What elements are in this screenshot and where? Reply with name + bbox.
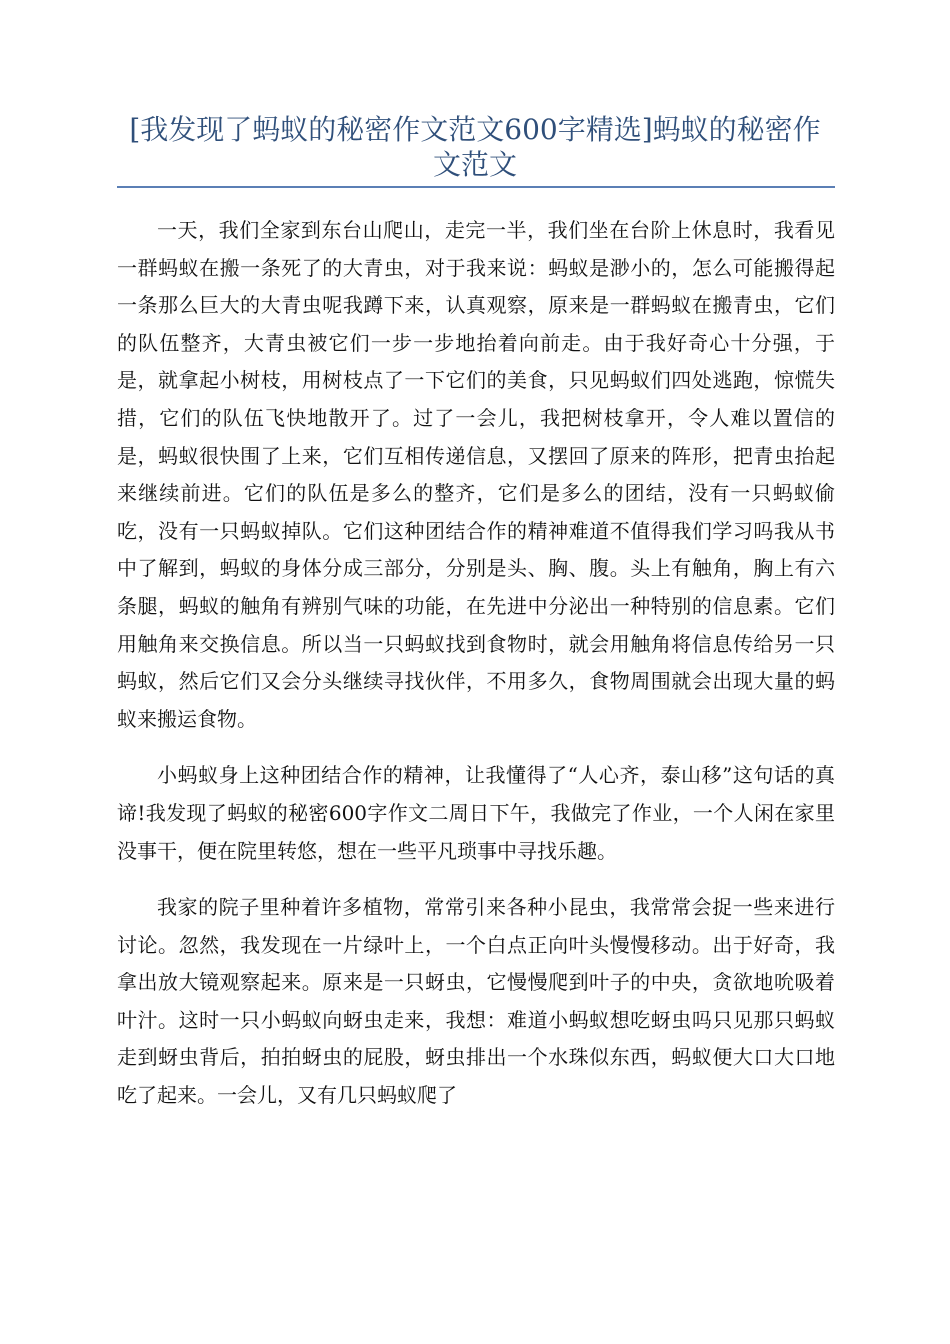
title-underline <box>117 186 835 188</box>
paragraph-3: 我家的院子里种着许多植物，常常引来各种小昆虫，我常常会捉一些来进行讨论。忽然，我发现在一片绿叶上，一个白点正向叶头慢慢移动。出于好奇，我拿出放大镜观察起来。原来是一只蚜虫，它慢慢爬到叶子的中央，贪欲地吮吸着叶汁。这时一只小蚂蚁向蚜虫走来，我想：难道小蚂蚁想吃蚜虫吗只见那只蚂蚁走到蚜虫背后，拍拍蚜虫的屁股，蚜虫排出一个水珠似东西，蚂蚁便大口大口地吃了起来。一会儿，又有几只蚂蚁爬了 <box>117 895 835 1108</box>
document-body <box>117 212 835 1134</box>
document-title: [我发现了蚂蚁的秘密作文范文600字精选]蚂蚁的秘密作文范文 <box>129 113 821 181</box>
paragraph-1: 一天，我们全家到东台山爬山，走完一半，我们坐在台阶上休息时，我看见一群蚂蚁在搬一条死了的大青虫，对于我来说：蚂蚁是渺小的，怎么可能搬得起一条那么巨大的大青虫呢我蹲下来，认真观察，原来是一群蚂蚁在搬青虫，它们的队伍整齐，大青虫被它们一步一步地抬着向前走。由于我好奇心十分强，于是，就拿起小树枝，用树枝点了一下它们的美食，只见蚂蚁们四处逃跑，惊慌失措，它们的队伍飞快地散开了。过了一会儿，我把树枝拿开，令人难以置信的是，蚂蚁很快围了上来，它们互相传递信息，又摆回了原来的阵形，把青虫抬起来继续前进。它们的队伍是多么的整齐，它们是多么的团结，没有一只蚂蚁偷吃，没有一只蚂蚁掉队。它们这种团结合作的精神难道不值得我们学习吗我从书中了解到，蚂蚁的身体分成三部分，分别是头、胸、腹。头上有触角，胸上有六条腿，蚂蚁的触角有辨别气味的功能，在先进中分泌出一种特别的信息素。它们用触角来交换信息。所以当一只蚂蚁找到食物时，就会用触角将信息传给另一只蚂蚁，然后它们又会分头继续寻找伙伴，不用多久，食物周围就会出现大量的蚂蚁来搬运食物。 <box>117 218 835 731</box>
paragraph-2: 小蚂蚁身上这种团结合作的精神，让我懂得了“人心齐，泰山移”这句话的真谛!我发现了蚂蚁的秘密600字作文二周日下午，我做完了作业，一个人闲在家里没事干，便在院里转悠，想在一些平凡琐事中寻找乐趣。 <box>117 763 835 863</box>
